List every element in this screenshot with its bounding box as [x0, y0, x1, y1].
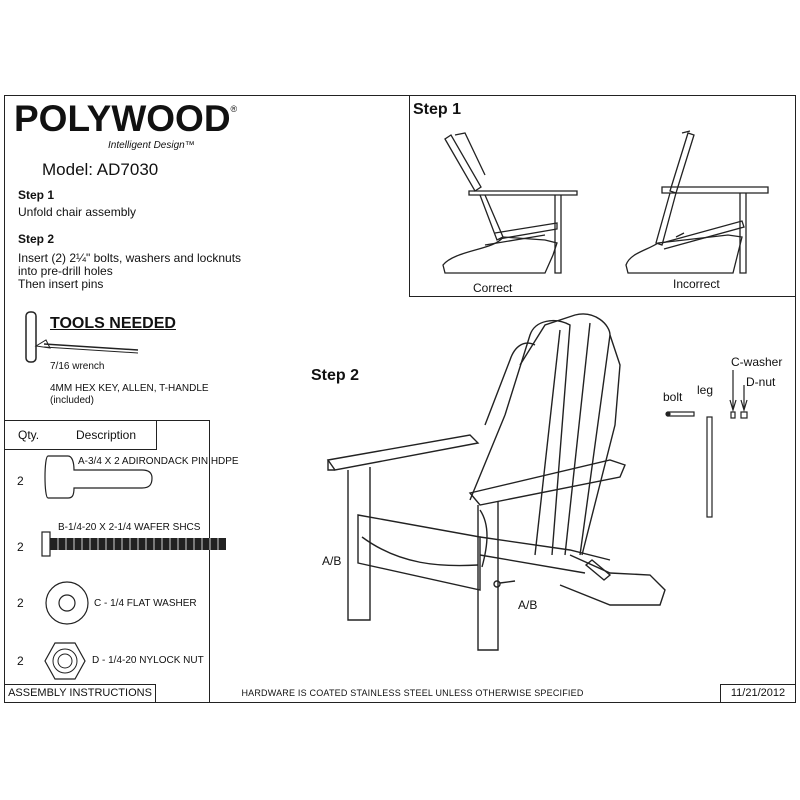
ab-callout-bottom: A/B	[518, 598, 538, 612]
tool-item: 4MM HEX KEY, ALLEN, T-HANDLE	[50, 383, 209, 394]
part-description: C - 1/4 FLAT WASHER	[94, 598, 197, 609]
chair-correct-illustration	[425, 125, 585, 285]
step1-panel-title: Step 1	[413, 101, 462, 118]
chair-incorrect-illustration	[618, 125, 778, 285]
part-qty: 2	[17, 596, 24, 610]
bolt-callout: bolt	[663, 390, 683, 404]
nut-icon	[44, 641, 86, 681]
footer-date: 11/21/2012	[720, 684, 796, 703]
qty-header: Qty.	[18, 428, 40, 442]
ab-callout-left: A/B	[322, 554, 342, 568]
leg-callout: leg	[697, 383, 714, 397]
d-nut-callout: D-nut	[746, 375, 776, 389]
left-step1-line: Unfold chair assembly	[18, 205, 137, 219]
part-qty: 2	[17, 540, 24, 554]
chair-assembly-illustration	[320, 305, 683, 655]
tool-item: (included)	[50, 395, 94, 406]
registered-mark: ®	[230, 104, 238, 114]
footer-assembly-instructions: ASSEMBLY INSTRUCTIONS	[4, 684, 156, 703]
c-washer-callout: C-washer	[731, 355, 783, 369]
part-description: A-3/4 X 2 ADIRONDACK PIN HDPE	[78, 456, 239, 467]
brand-logo	[14, 98, 237, 140]
part-description: D - 1/4-20 NYLOCK NUT	[92, 655, 204, 666]
left-step2-title: Step 2	[18, 232, 55, 246]
brand-tagline: Intelligent Design™	[108, 140, 195, 151]
step2-panel-title: Step 2	[311, 367, 360, 384]
left-step2-line: Then insert pins	[18, 277, 104, 291]
tool-item: 7/16 wrench	[50, 361, 105, 372]
description-header: Description	[76, 428, 137, 442]
correct-label: Correct	[473, 281, 513, 295]
left-step2-line: Insert (2) 2¼" bolts, washers and locknuts	[18, 251, 242, 265]
washer-icon	[44, 580, 90, 626]
left-step1-title: Step 1	[18, 188, 55, 202]
part-qty: 2	[17, 474, 24, 488]
brand-name: POLYWOOD	[14, 98, 231, 139]
left-step2-line: into pre-drill holes	[18, 264, 113, 278]
part-description: B-1/4-20 X 2-1/4 WAFER SHCS	[58, 522, 201, 533]
model-number: Model: AD7030	[42, 160, 159, 179]
tools-heading: TOOLS NEEDED	[50, 315, 176, 332]
incorrect-label: Incorrect	[673, 277, 720, 291]
part-qty: 2	[17, 654, 24, 668]
footer-hardware-note: HARDWARE IS COATED STAINLESS STEEL UNLESS OTHERWISE SPECIFIED	[241, 688, 584, 698]
